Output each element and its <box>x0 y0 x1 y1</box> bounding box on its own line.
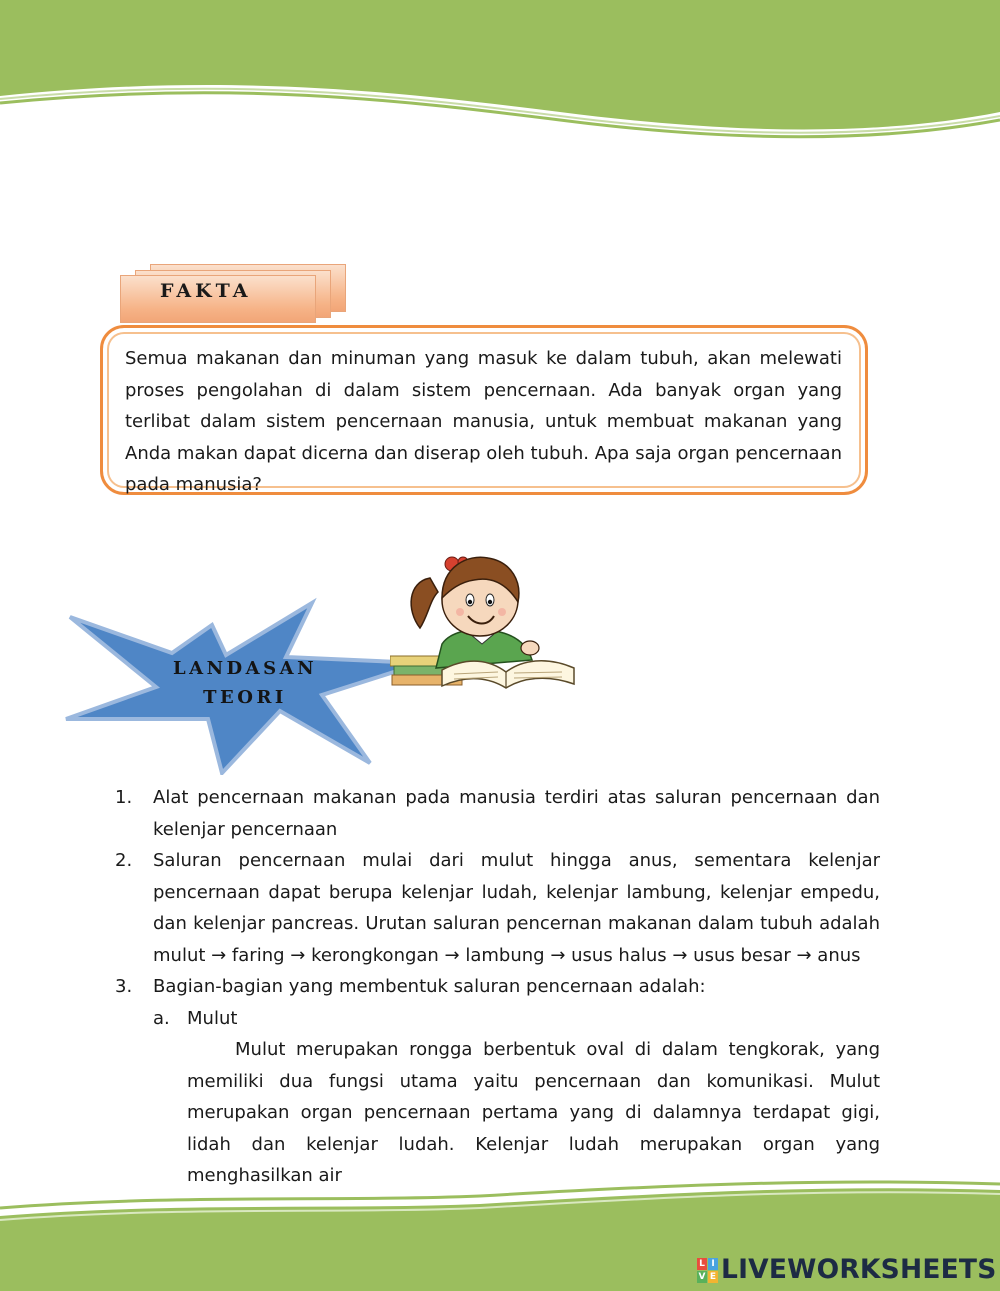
list-item-text: Bagian-bagian yang membentuk saluran pencernaan adalah: <box>153 976 706 997</box>
header-wave-fill <box>0 0 1000 129</box>
fakta-tab-label: FAKTA <box>160 280 252 302</box>
list-item-text: Saluran pencernaan mulai dari mulut hingga anus, sementara kelenjar pencernaan dapat berupa kelenjar ludah, kelenjar lambung, kelenjar empedu, dan kelenjar pancreas. Urutan saluran pencernan makanan dalam tubuh adalah mulut → faring → kerongkongan → lambung → usus halus → usus besar → anus <box>153 850 880 966</box>
list-item <box>115 845 885 971</box>
sublist-item-label: Mulut <box>187 1007 238 1029</box>
list-item-number: 3. <box>115 976 133 997</box>
liveworksheets-wordmark: LIVEWORKSHEETS <box>721 1254 997 1285</box>
list-item <box>115 971 885 1192</box>
list-item <box>115 782 885 845</box>
landasan-title-line1: LANDASAN <box>172 658 318 679</box>
landasan-teori-list <box>115 782 885 1192</box>
sublist-item <box>153 1003 885 1035</box>
sublist-item-letter: a. <box>153 1007 170 1029</box>
landasan-title-line2: TEORI <box>203 687 287 708</box>
landasan-title <box>150 654 340 712</box>
list-item-number: 2. <box>115 850 133 871</box>
sublist-item-paragraph: Mulut merupakan rongga berbentuk oval di dalam tengkorak, yang memiliki dua fungsi utama yaitu pencernaan dan komunikasi. Mulut merupakan organ pencernaan pertama yang di dalamnya terdapat gigi, lidah dan kelenjar ludah. Kelenjar ludah merupakan organ yang menghasilkan air <box>187 1039 880 1186</box>
liveworksheets-logo-icon: L I V E <box>698 1259 717 1282</box>
girl-reading-illustration <box>390 548 585 700</box>
header-wave <box>0 0 1000 140</box>
list-item-number: 1. <box>115 787 133 808</box>
list-item-text: Alat pencernaan makanan pada manusia terdiri atas saluran pencernaan dan kelenjar pencernaan <box>153 787 880 840</box>
fakta-body-text: Semua makanan dan minuman yang masuk ke dalam tubuh, akan melewati proses pengolahan di dalam sistem pencernaan. Ada banyak organ yang terlibat dalam sistem pencernaan manusia, untuk membuat makanan yang Anda makan dapat dicerna dan diserap oleh tubuh. Apa saja organ pencernaan pada manusia? <box>125 348 842 495</box>
